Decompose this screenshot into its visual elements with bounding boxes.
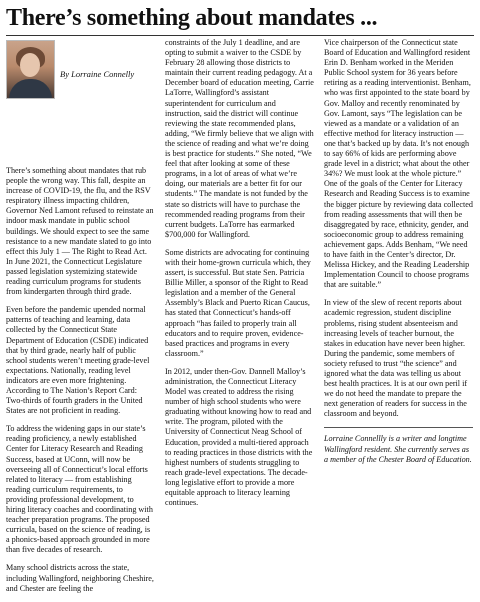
paragraph: Even before the pandemic upended normal patterns of teaching and learning, data collected by the Connecticut State Department of Education (CSDE) indicated that by third grade, nearly half of public school students weren’t meeting grade-level expectations. Nationally, reading level indicators are even more frightening. According to The Nation’s Report Card: Two-thirds of fourth graders in the United States are not proficient in reading. xyxy=(6,305,150,416)
paragraph: In 2012, under then-Gov. Dannell Malloy’s administration, the Connecticut Literacy Model was created to address the rising number of high school students who were graduating without knowing how to read and write. The program, piloted with the University of Connecticut Neag School of Education, provided a multi-tiered approach to reading practices in those districts with the highest numbers of students struggling to reach grade-level expectations. The decade-long legislative effort to provide a more equitable approach to literacy learning continues. xyxy=(165,366,313,508)
article-column-3 xyxy=(324,38,473,473)
paragraph: In view of the slew of recent reports about academic regression, student discipline problems, rising student absenteeism and increasing levels of teacher burnout, the stakes in education have never been higher. During the pandemic, some members of society refused to trust “the science” and ignored what the data was telling us about best health practices. It is at our own peril if we do not heed the mandate to prepare the next generation of readers for success in the classroom and beyond. xyxy=(324,298,468,419)
headline: There’s something about mandates ... xyxy=(6,5,378,31)
bio-divider xyxy=(324,427,473,428)
byline: By Lorraine Connelly xyxy=(60,69,135,79)
paragraph: Some districts are advocating for continuing with their home-grown curricula which, they assert, is successful. But state Sen. Patricia Billie Miller, a sponsor of the Right to Read legislation and a member of the General Assembly’s Black and Puerto Rican Caucus, has stated that Connecticut’s hands-off approach “has failed to properly train all educators and to require proven, evidence-based practices and programs in every classroom.” xyxy=(165,247,311,358)
paragraph: To address the widening gaps in our state’s reading proficiency, a newly established Center for Literacy Research and Reading Success, based at UConn, will now be overseeing all of Connecticut’s local efforts related to literacy — from establishing reading curriculum requirements, to providing professional development, to hiring literacy coaches and coordinating with teacher preparation programs. The proposed curricula, based on the science of reading, is a phonics-based approach grounded in more than five decades of research. xyxy=(6,424,153,555)
author-photo xyxy=(6,40,55,99)
headline-rule xyxy=(6,35,474,36)
author-shoulders xyxy=(9,79,52,99)
paragraph: Many school districts across the state, including Wallingford, neighboring Cheshire, and Chester are feeling the xyxy=(6,563,154,593)
author-bio: Lorraine Connellly is a writer and longtime Wallingford resident. She currently serves as a member of the Chester Board of Education. xyxy=(324,434,472,464)
author-face xyxy=(20,53,40,77)
paragraph: Vice chairperson of the Connecticut state Board of Education and Wallingford resident Erin D. Benham worked in the Meriden Public School system for 36 years before retiring as a reading interventionist. Benham, who was first appointed to the state board by Gov. Malloy and recently renominated by Gov. Lamont, says “The legislation can be viewed as a mandate or a validation of an effective method for literacy instruction — one that’s backed up by data. It’s not enough to say 66% of kids are performing above grade level in a district; what about the other 34%? We must look at the whole picture.” One of the goals of the Center for Literacy Research and Reading Success is to examine the bigger picture by reviewing data collected from reading assessments that will then be disaggregated by race, ethnicity, gender, and socioeconomic group to address remaining achievement gaps. Adds Benham, “We need to have faith in the Center’s director, Dr. Melissa Hickey, and the Reading Leadership Implementation Council to choose programs that are suitable.” xyxy=(324,38,473,290)
article-column-2 xyxy=(165,38,314,516)
article-column-1 xyxy=(6,166,155,602)
paragraph: constraints of the July 1 deadline, and are opting to submit a waiver to the CSDE by February 28 allowing those districts to maintain their current reading pedagogy. At a December board of education meeting, Carrie LaTorre, Wallingford’s assistant superintendent for curriculum and instruction, said the district will continue reviewing the state recommended plans, adding, “We firmly believe that we align with the science of reading and what we’re doing is best practice for students.” She noted, “We feel that after looking at some of these programs, in a lot of areas of what we’re doing, our materials are a better fit for our students.” The mandate is not funded by the state so districts will have to purchase the recommended reading programs from their current budgets. LaTorre has earmarked $700,000 for Wallingford. xyxy=(165,38,314,239)
paragraph: There’s something about mandates that rub people the wrong way. This fall, despite an increase of COVID-19, the flu, and the RSV respiratory illness impacting children, Governor Ned Lamont refused to reinstate an indoor mask mandate in public school buildings. We should expect to see the same resistance to a new mandate slated to go into effect this July 1 — The Right to Read Act. In June 2021, the Connecticut Legislature passed legislation systemizing statewide reading curriculum programs for students from kindergarten through third grade. xyxy=(6,166,154,297)
